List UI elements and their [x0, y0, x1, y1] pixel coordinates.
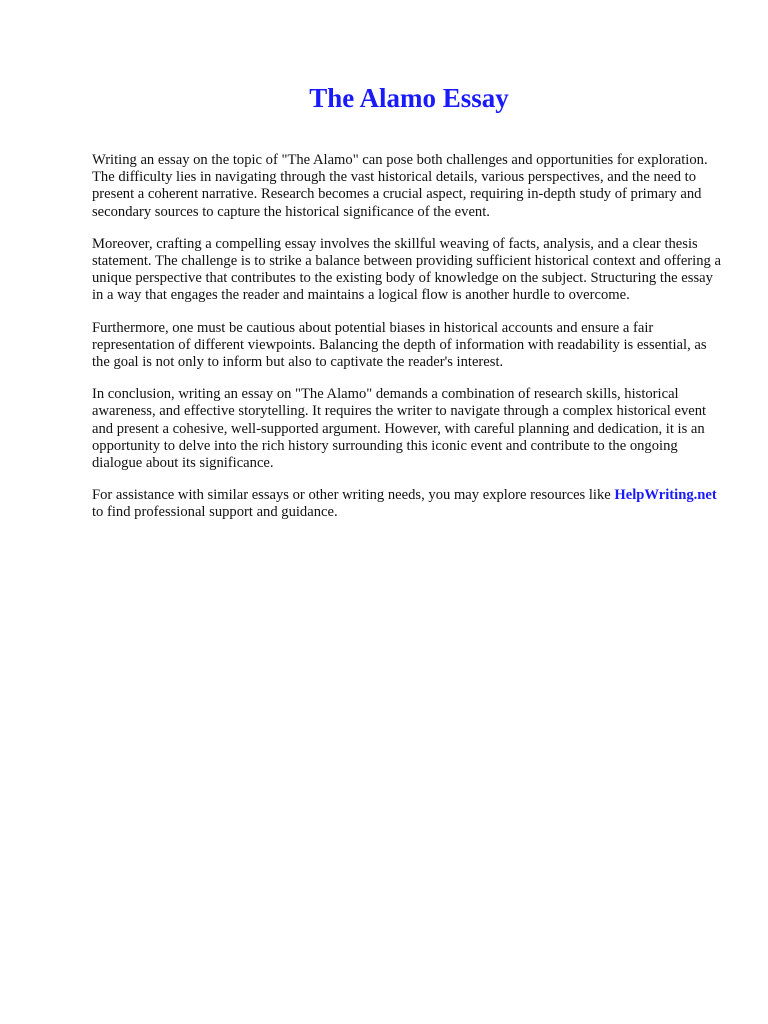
- paragraph-2: Moreover, crafting a compelling essay involves the skillful weaving of facts, analysis, and a clear thesis statement. The challenge is to strike a balance between providing sufficient historical context and offering a unique perspective that contributes to the existing body of knowledge on the subject. Structuring the essay in a way that engages the reader and maintains a logical flow is another hurdle to overcome.: [92, 235, 721, 304]
- closing-text-before-link: For assistance with similar essays or other writing needs, you may explore resources like: [92, 487, 615, 504]
- closing-text-after-link: to find professional support and guidance.: [92, 504, 338, 521]
- essay-page: [92, 82, 726, 537]
- page-title: The Alamo Essay: [309, 83, 509, 113]
- paragraph-4: In conclusion, writing an essay on "The Alamo" demands a combination of research skills, historical awareness, and effective storytelling. It requires the writer to navigate through a complex historical event and present a cohesive, well-supported argument. However, with careful planning and dedication, it is an opportunity to delve into the rich history surrounding this iconic event and contribute to the ongoing dialogue about its significance.: [92, 386, 707, 472]
- paragraph-1: Writing an essay on the topic of "The Alamo" can pose both challenges and opportunities for exploration. The difficulty lies in navigating through the vast historical details, various perspectives, and the need to present a coherent narrative. Research becomes a crucial aspect, requiring in-depth study of primary and secondary sources to capture the historical significance of the event.: [92, 152, 708, 220]
- helpwriting-link[interactable]: HelpWriting.net: [614, 487, 717, 504]
- paragraph-3: Furthermore, one must be cautious about potential biases in historical accounts and ensure a fair representation of different viewpoints. Balancing the depth of information with readability is essential, as the goal is not only to inform but also to captivate the reader's interest.: [92, 319, 707, 371]
- closing-paragraph: [92, 487, 726, 521]
